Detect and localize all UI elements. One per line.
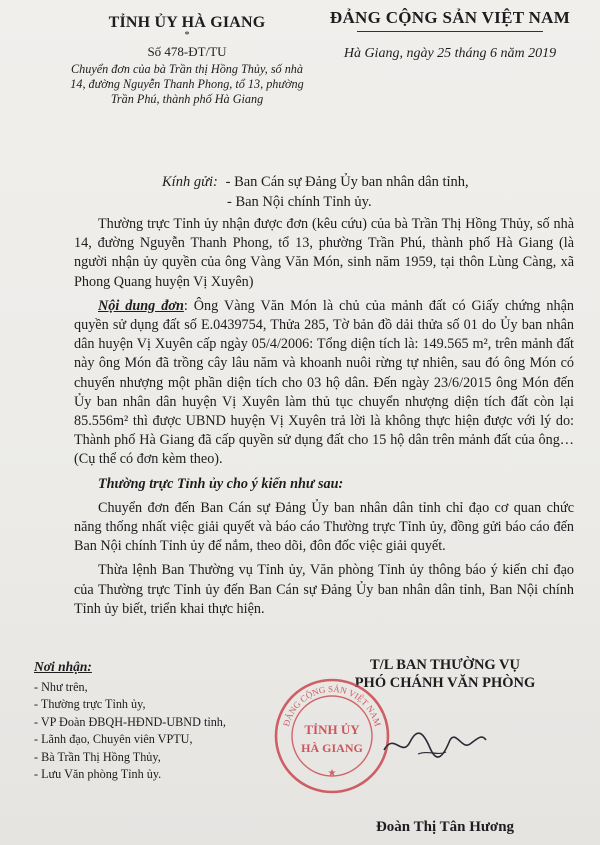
recipient-line-2: - Ban Nội chính Tỉnh ủy. xyxy=(227,194,372,210)
svg-text:ĐẢNG CỘNG SẢN VIỆT NAM: ĐẢNG CỘNG SẢN VIỆT NAM xyxy=(281,683,383,728)
opinion-heading: Thường trực Tỉnh ủy cho ý kiến như sau: xyxy=(98,475,344,492)
recipients-label: Kính gửi: xyxy=(162,174,218,190)
receiver-item: - Lưu Văn phòng Tỉnh ủy. xyxy=(34,767,162,781)
receiver-item: - Lãnh đạo, Chuyên viên VPTU, xyxy=(34,732,193,746)
date-line: Hà Giang, ngày 25 tháng 6 năm 2019 xyxy=(343,46,557,61)
document-body xyxy=(74,215,574,624)
content-text: : Ông Vàng Văn Món là chủ của mảnh đất có Giấy chứng nhận quyền sử dụng đất số E.0439754, Thửa 285, Tờ bản đồ dải thửa số 01 do Ủy ban nhân dân huyện Vị Xuyên cấp ngày 05/4/2006: Tổng diện tích là: 149.565 m², trên mảnh đất này ông Món đã trồng cây lâu năm và khoanh nuôi rừng tự nhiên, sau đó ông Món có chuyển nhượng một phần diện tích cho 03 hộ dân. Đến ngày 23/6/2015 ông Món đến Ủy ban nhân dân huyện Vị Xuyên làm thủ tục chuyển nhượng diện tích đất còn lại 85.556m² thì được UBND huyện Vị Xuyên trả lời là không thực hiện được với lý do: Thành phố Hà Giang đã cấp quyền sử dụng đất cho 15 hộ dân trên mảnh đất của ông… (Cụ thể có đơn kèm theo). xyxy=(74,297,574,468)
party-underline xyxy=(357,31,543,32)
paragraph-content xyxy=(74,297,574,470)
party-header xyxy=(315,8,585,62)
svg-text:HÀ GIANG: HÀ GIANG xyxy=(301,741,363,755)
official-seal-stamp xyxy=(272,676,392,796)
signer-name: Đoàn Thị Tân Hương xyxy=(375,819,515,835)
signer-authority: T/L BAN THƯỜNG VỤ xyxy=(370,657,520,673)
document-subject: Chuyển đơn của bà Trần thị Hồng Thủy, số nhà 14, đường Nguyễn Thanh Phong, tổ 13, phường Trần Phú, thành phố Hà Giang xyxy=(70,62,304,106)
receiver-item: - VP Đoàn ĐBQH-HĐND-UBND tỉnh, xyxy=(34,714,226,729)
recipients-block xyxy=(162,172,469,212)
paragraph-intro: Thường trực Tỉnh ủy nhận được đơn (kêu cứu) của bà Trần Thị Hồng Thủy, số nhà 14, đường Nguyễn Thanh Phong, tổ 13, phường Trần Phú, thành phố Hà Giang (là người nhận ủy quyền của ông Vàng Văn Món, sinh năm 1959, tại thôn Lùng Càng, xã Phong Quang huyện Vị Xuyên) xyxy=(74,216,574,290)
party-name: ĐẢNG CỘNG SẢN VIỆT NAM xyxy=(329,8,571,27)
handwritten-signature xyxy=(380,720,490,765)
svg-text:TỈNH ỦY: TỈNH ỦY xyxy=(304,722,360,737)
signer-position: PHÓ CHÁNH VĂN PHÒNG xyxy=(354,675,536,691)
content-label: Nội dung đơn xyxy=(98,297,184,314)
star-mark: * xyxy=(184,30,190,41)
receivers-title: Nơi nhận: xyxy=(34,659,92,674)
receiver-item: - Bà Trần Thị Hồng Thủy, xyxy=(34,749,161,764)
svg-text:★: ★ xyxy=(327,768,337,779)
paragraph-directive: Chuyển đơn đến Ban Cán sự Đảng Ủy ban nhân dân tỉnh chỉ đạo cơ quan chức năng thống nhất việc giải quyết và báo cáo Thường trực Tỉnh ủy, đồng gửi báo cáo đến Ban Nội chính Tỉnh ủy để nắm, theo dõi, đôn đốc việc giải quyết. xyxy=(74,499,574,555)
document-number: Số 478-ĐT/TU xyxy=(147,44,227,59)
receivers-list xyxy=(34,658,294,784)
issuer-header xyxy=(62,14,312,107)
receiver-item: - Thường trực Tỉnh ủy, xyxy=(34,697,146,711)
recipient-line-1: - Ban Cán sự Đảng Ủy ban nhân dân tỉnh, xyxy=(225,174,469,190)
paragraph-notice: Thừa lệnh Ban Thường vụ Tỉnh ủy, Văn phòng Tỉnh ủy thông báo ý kiến chỉ đạo của Thường trực Tỉnh ủy đến Ban Cán sự Đảng Ủy ban nhân dân tỉnh, Ban Nội chính Tỉnh ủy biết, triển khai thực hiện. xyxy=(74,562,574,617)
issuer-name: TỈNH ỦY HÀ GIANG xyxy=(108,14,266,31)
receiver-item: - Như trên, xyxy=(34,679,88,694)
